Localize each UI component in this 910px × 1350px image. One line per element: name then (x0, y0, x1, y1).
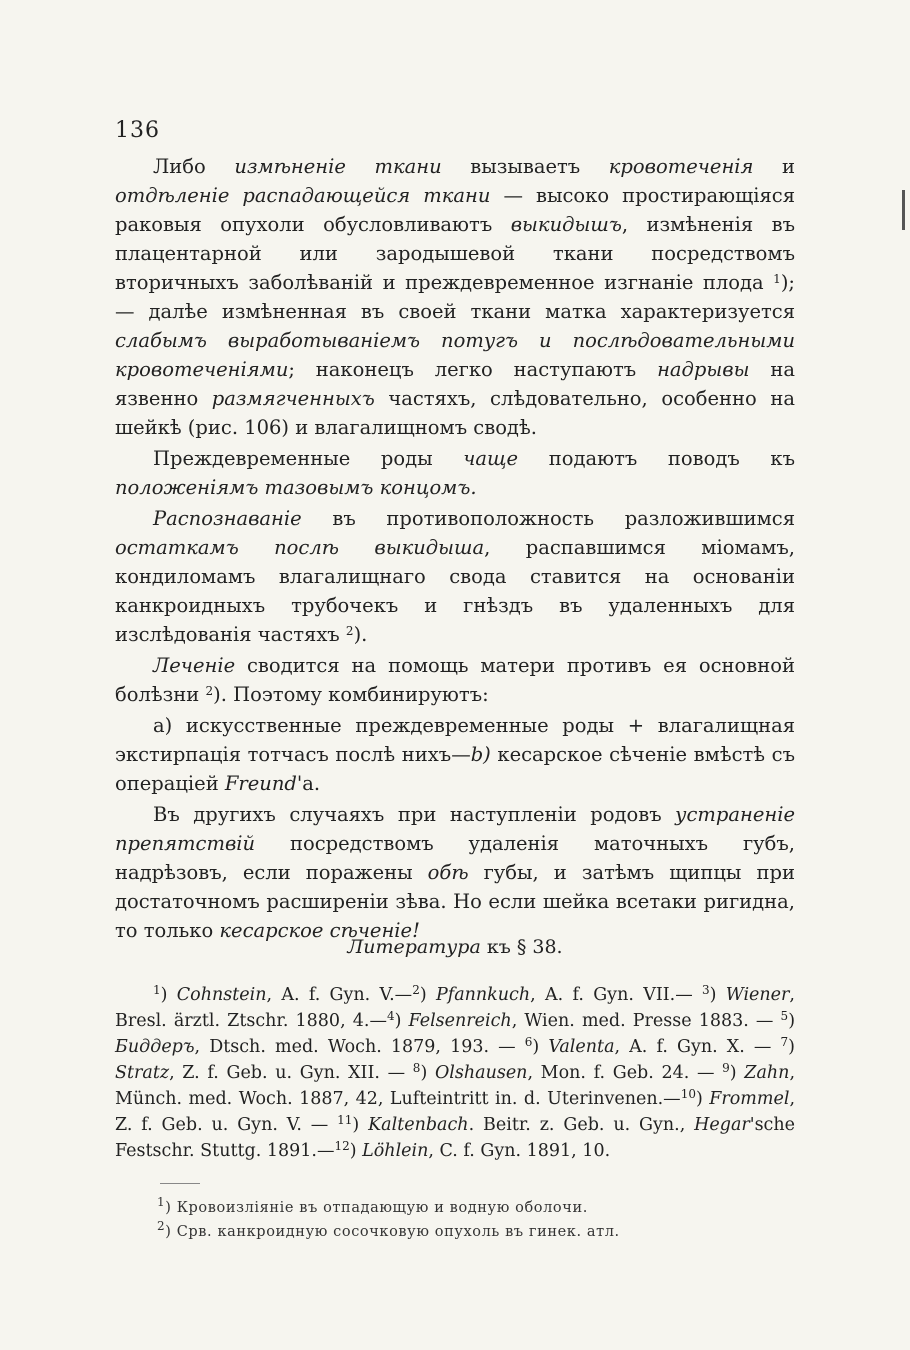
literature-ref (387, 1011, 781, 1031)
ref-author: Zahn (744, 1063, 790, 1083)
ref-number: 7 (780, 1035, 789, 1049)
ref-number: 9 (722, 1061, 730, 1075)
text-run: Преждевременные роды (153, 447, 464, 470)
ref-source: , Z. f. Geb. u. Gyn. XII. — (169, 1063, 413, 1083)
ref-paren: ) (729, 1063, 745, 1083)
ref-number: 4 (386, 1009, 395, 1023)
italic-run: обѣ (427, 861, 469, 884)
ref-author: Биддеръ (115, 1037, 195, 1057)
ref-number: 12 (334, 1139, 350, 1153)
ref-author: Löhlein (362, 1141, 429, 1161)
ref-number: 6 (524, 1035, 533, 1049)
ref-source: , Wien. med. Presse 1883. — (511, 1011, 781, 1031)
paragraph-3 (115, 504, 795, 649)
ref-author: Cohnstein (176, 985, 267, 1005)
text-run: Либо (153, 155, 235, 178)
text-run: ; наконецъ легко наступаютъ (288, 358, 658, 381)
footnote-text: ) Срв. канкроидную сосочковую опухоль въ гинек. атл. (165, 1224, 620, 1240)
text-run: ); — далѣе измѣненная въ своей ткани матка характеризуется (115, 271, 795, 323)
ref-paren: ) (788, 1037, 795, 1057)
italic-run: слабымъ выработываніемъ потугъ и послѣдовательными кровотеченіями (115, 329, 795, 381)
ref-paren: ) (532, 1037, 549, 1057)
ref-source: , A. f. Gyn. V.— (266, 985, 413, 1005)
ref-author: Kaltenbach (368, 1115, 469, 1135)
ref-source: , C. f. Gyn. 1891, 10. (428, 1141, 611, 1161)
ref-author: Olshausen (434, 1063, 528, 1083)
italic-run: кровотеченія (608, 155, 754, 178)
ref-source: . Beitr. z. Geb. u. Gyn., (468, 1115, 695, 1135)
ref-paren: ) (419, 985, 436, 1005)
page-number: 136 (115, 118, 160, 143)
page-edge-mark (902, 190, 905, 230)
literature-ref (153, 985, 412, 1005)
literature-ref (525, 1037, 781, 1057)
literature-ref (337, 1115, 694, 1135)
italic-run: отдѣленіе распадающейся ткани (115, 184, 491, 207)
footnote-marker: 1 (773, 272, 781, 286)
ref-author: Hegar (694, 1115, 750, 1135)
text-run: кесарское сѣченіе вмѣстѣ съ операціей (115, 743, 795, 795)
paragraph-4 (115, 651, 795, 709)
footnote-text: ) Кровоизліяніе въ отпадающую и водную оболочи. (165, 1200, 588, 1216)
italic-run: чаще (463, 447, 519, 470)
ref-paren: ) (788, 1011, 796, 1031)
ref-number: 1 (153, 983, 161, 997)
ref-author: Felsenreich (408, 1011, 512, 1031)
paragraph-6 (115, 800, 795, 945)
literature-ref (334, 1141, 610, 1161)
ref-paren: ) (160, 985, 177, 1005)
ref-paren: ) (709, 985, 726, 1005)
ref-source: 'sche Festschr. Stuttg. 1891.— (115, 1115, 795, 1161)
ref-paren: ) (420, 1063, 435, 1083)
ref-source: , A. f. Gyn. VII.— (530, 985, 703, 1005)
ref-paren: ) (695, 1089, 710, 1109)
footnote-2 (157, 1220, 797, 1244)
italic-run: Распознаваніе (153, 507, 302, 530)
footnote-number: 1 (157, 1195, 166, 1209)
footnote-separator (160, 1183, 200, 1184)
literature-ref (413, 1063, 722, 1083)
paragraph-2 (115, 444, 795, 502)
footnote-1 (157, 1196, 797, 1220)
text-run: губы, и затѣмъ щипцы при достаточномъ расширеніи зѣва. Но если шейка всетаки ригидна, то только (115, 861, 795, 942)
ref-source: , Bresl. ärztl. Ztschr. 1880, 4.— (115, 985, 795, 1031)
text-run: , распавшимся міомамъ, кондиломамъ влагалищнаго свода ставится на основаніи канкроидныхъ трубочекъ и гнѣздъ въ удаленныхъ для изслѣдованія частяхъ (115, 536, 796, 646)
italic-run: надрывы (657, 358, 750, 381)
literature-heading-italic: Литература (347, 936, 481, 958)
text-run: въ противоположность разложившимся (301, 507, 795, 530)
ref-paren: ) (352, 1115, 369, 1135)
ref-number: 5 (780, 1009, 789, 1023)
text-run: Въ другихъ случаяхъ при наступленіи родовъ (153, 803, 676, 826)
italic-run: выкидышъ (510, 213, 622, 236)
main-text (115, 152, 795, 945)
ref-source: , Dtsch. med. Woch. 1879, 193. — (194, 1037, 525, 1057)
italic-run: измѣненіе ткани (234, 155, 442, 178)
text-run: на язвенно (115, 358, 795, 410)
text-run: частяхъ, слѣдовательно, особенно на шейкѣ (рис. 106) и влагалищномъ сводѣ. (115, 387, 795, 439)
text-run: , измѣненія въ плацентарной или зародышевой ткани посредствомъ вторичныхъ заболѣваній и преждевременное изгнаніе плода (115, 213, 795, 294)
italic-run: кесарское сѣченіе! (219, 919, 420, 942)
ref-number: 2 (412, 983, 420, 997)
ref-source: , A. f. Gyn. X. — (614, 1037, 781, 1057)
ref-paren: ) (394, 1011, 409, 1031)
ref-author: Frommel (709, 1089, 790, 1109)
ref-source: , Münch. med. Woch. 1887, 42, Lufteintritt in. d. Uterinvenen.— (115, 1063, 796, 1109)
ref-number: 3 (702, 983, 710, 997)
ref-number: 11 (337, 1113, 353, 1127)
italic-run: положеніямъ тазовымъ концомъ. (115, 476, 477, 499)
italic-run: Леченіе (153, 654, 236, 677)
ref-source: , Z. f. Geb. u. Gyn. V. — (115, 1089, 796, 1135)
italic-run: остаткамъ послѣ выкидыша (115, 536, 485, 559)
ref-author: Wiener (725, 985, 790, 1005)
italic-run: b) (470, 743, 491, 766)
italic-run: Freund (224, 772, 297, 795)
italic-run: устраненіе препятствій (115, 803, 795, 855)
ref-author: Stratz (115, 1063, 170, 1083)
ref-author: Pfannkuch (435, 985, 531, 1005)
footnote-number: 2 (157, 1219, 166, 1233)
text-run: и (753, 155, 796, 178)
literature-heading-rest: къ § 38. (480, 936, 563, 958)
footnote-marker: 2 (345, 624, 354, 638)
text-run: ). Поэтому комбинируютъ: (213, 683, 489, 706)
text-run: a) искусственные преждевременные роды + влагалищная экстирпація тотчасъ послѣ нихъ— (115, 714, 795, 766)
ref-number: 8 (412, 1061, 421, 1075)
text-run: сводится на помощь матери противъ ея основной болѣзни (115, 654, 795, 706)
footnote-marker: 2 (205, 684, 214, 698)
paragraph-1 (115, 152, 795, 442)
text-run: подаютъ поводъ къ (518, 447, 795, 470)
ref-number: 10 (680, 1087, 696, 1101)
paragraph-5 (115, 711, 795, 798)
literature-ref (412, 985, 702, 1005)
text-run: 'а. (296, 772, 321, 795)
text-run: вызываетъ (441, 155, 609, 178)
literature-references (115, 982, 795, 1164)
literature-heading (115, 936, 795, 958)
ref-author: Valenta (548, 1037, 615, 1057)
footnotes (157, 1196, 797, 1244)
text-run: — высоко простирающіяся раковыя опухоли обусловливаютъ (115, 184, 795, 236)
ref-source: , Mon. f. Geb. 24. — (527, 1063, 723, 1083)
ref-paren: ) (349, 1141, 363, 1161)
italic-run: размягченныхъ (211, 387, 375, 410)
text-run: ). (353, 623, 368, 646)
text-run: посредствомъ удаленія маточныхъ губъ, надрѣзовъ, если поражены (115, 832, 795, 884)
